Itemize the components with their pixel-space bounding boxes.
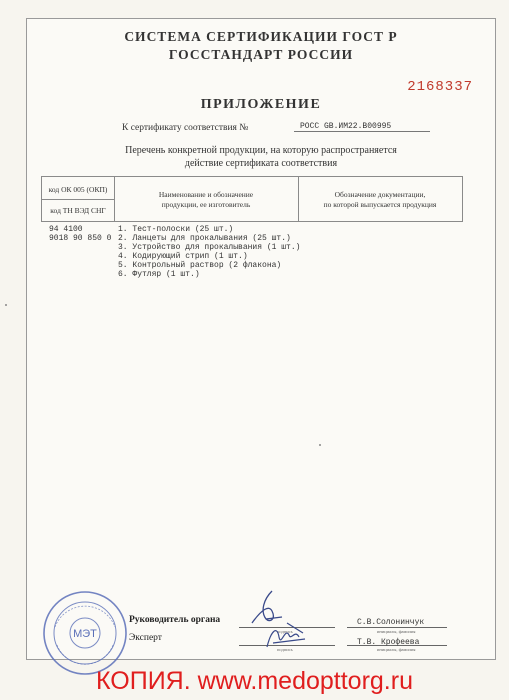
okp-code-header: код ОК 005 (ОКП) bbox=[48, 185, 108, 194]
stamp-center-text: МЭТ bbox=[73, 628, 97, 640]
expert-name: Т.В. Крофеева bbox=[357, 638, 420, 647]
copy-watermark-footer: КОПИЯ. www.medopttorg.ru bbox=[96, 666, 413, 695]
name-caption: инициалы, фамилия bbox=[377, 629, 416, 634]
header-text: по которой выпускается продукция bbox=[323, 200, 437, 209]
speck bbox=[319, 444, 321, 446]
tnved-code-header: код ТН ВЭД СНГ bbox=[50, 206, 106, 215]
product-codes bbox=[49, 225, 111, 243]
header-text: Наименование и обозначение bbox=[158, 190, 254, 199]
signature-caption: подпись bbox=[277, 629, 293, 634]
list-item: 6. Футляр (1 шт.) bbox=[118, 270, 200, 279]
header-line-2: ГОССТАНДАРТ РОССИИ bbox=[168, 47, 354, 62]
product-table-header bbox=[41, 176, 463, 222]
speck bbox=[5, 304, 7, 306]
list-item: 1. Тест-полоски (25 шт.) bbox=[118, 225, 234, 234]
header-line-1: СИСТЕМА СЕРТИФИКАЦИИ ГОСТ Р bbox=[124, 29, 398, 44]
document-title: ПРИЛОЖЕНИЕ bbox=[200, 97, 322, 112]
table-divider bbox=[42, 199, 114, 200]
product-name-header bbox=[116, 190, 296, 210]
table-divider bbox=[114, 177, 115, 221]
registration-number: 2168337 bbox=[407, 79, 473, 95]
name-caption: инициалы, фамилия bbox=[377, 647, 416, 652]
expert-signature bbox=[259, 617, 319, 653]
head-of-body-label: Руководитель органа bbox=[129, 615, 221, 625]
certificate-number: РОСС GB.ИМ22.В00995 bbox=[294, 122, 430, 132]
subtitle-line-2: действие сертификата соответствия bbox=[184, 158, 338, 169]
documentation-header bbox=[300, 190, 460, 210]
code-okp: 94 4100 bbox=[49, 225, 83, 234]
signature-caption: подпись bbox=[277, 647, 293, 652]
list-item: 2. Ланцеты для прокалывания (25 шт.) bbox=[118, 234, 291, 243]
certificate-label: К сертификату соответствия № bbox=[122, 123, 249, 133]
head-name: С.В.Солонинчук bbox=[357, 618, 425, 627]
name-line bbox=[347, 627, 447, 628]
subtitle-line-1: Перечень конкретной продукции, на которую распространяется bbox=[125, 145, 397, 156]
certificate-page bbox=[26, 18, 496, 660]
list-item: 3. Устройство для прокалывания (1 шт.) bbox=[118, 243, 301, 252]
header-text: Обозначение документации, bbox=[334, 190, 426, 199]
expert-label: Эксперт bbox=[129, 633, 162, 643]
product-list bbox=[118, 225, 300, 279]
header-text: продукции, ее изготовитель bbox=[161, 200, 251, 209]
list-item: 5. Контрольный раствор (2 флакона) bbox=[118, 261, 282, 270]
code-tnved: 9018 90 850 0 bbox=[49, 234, 112, 243]
list-item: 4. Кодирующий стрип (1 шт.) bbox=[118, 252, 248, 261]
table-divider bbox=[298, 177, 299, 221]
